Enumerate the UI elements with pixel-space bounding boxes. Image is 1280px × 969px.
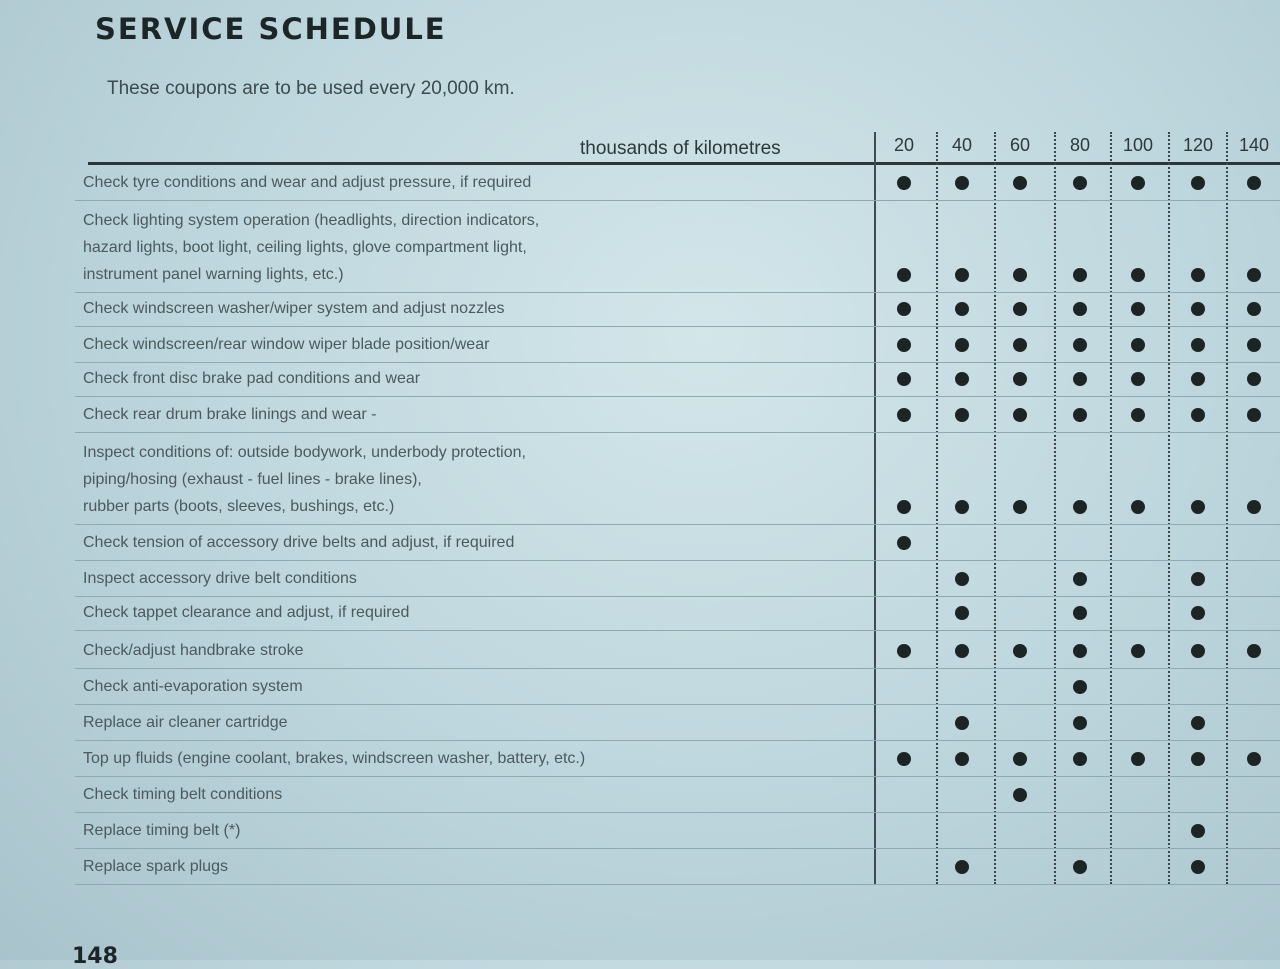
service-mark-dot xyxy=(1073,408,1087,422)
table-row xyxy=(75,200,1280,293)
service-mark-dot xyxy=(1073,716,1087,730)
service-mark-dot xyxy=(1191,500,1205,514)
column-header-120: 120 xyxy=(1182,135,1214,155)
service-mark-dot xyxy=(1131,302,1145,316)
row-label: Check windscreen washer/wiper system and adjust nozzles xyxy=(83,300,505,317)
service-mark-dot xyxy=(955,500,969,514)
table-row xyxy=(75,168,1280,201)
row-label: Replace timing belt (*) xyxy=(83,822,241,839)
service-mark-dot xyxy=(1131,372,1145,386)
row-label: Check lighting system operation (headlights, direction indicators, hazard lights, boot light, ceiling lights, glove compartment light, instrument panel warning lights, etc.) xyxy=(83,212,540,283)
service-mark-dot xyxy=(1013,302,1027,316)
service-mark-dot xyxy=(1191,606,1205,620)
table-row xyxy=(75,704,1280,741)
row-label: Check tension of accessory drive belts and adjust, if required xyxy=(83,534,515,551)
column-header-20: 20 xyxy=(893,135,915,155)
service-mark-dot xyxy=(1013,500,1027,514)
table-row xyxy=(75,524,1280,561)
service-mark-dot xyxy=(955,302,969,316)
service-mark-dot xyxy=(1073,606,1087,620)
service-mark-dot xyxy=(1073,860,1087,874)
row-label: Check/adjust handbrake stroke xyxy=(83,642,304,659)
row-label: Check rear drum brake linings and wear - xyxy=(83,406,377,423)
service-mark-dot xyxy=(897,500,911,514)
row-label: Inspect accessory drive belt conditions xyxy=(83,570,357,587)
row-label: Top up fluids (engine coolant, brakes, windscreen washer, battery, etc.) xyxy=(83,750,586,767)
service-mark-dot xyxy=(897,372,911,386)
service-mark-dot xyxy=(897,268,911,282)
service-mark-dot xyxy=(1073,268,1087,282)
column-header-60: 60 xyxy=(1009,135,1031,155)
row-label: Check tyre conditions and wear and adjust pressure, if required xyxy=(83,174,532,191)
service-mark-dot xyxy=(955,606,969,620)
service-mark-dot xyxy=(1013,644,1027,658)
service-mark-dot xyxy=(897,338,911,352)
service-mark-dot xyxy=(1191,644,1205,658)
row-label: Replace spark plugs xyxy=(83,858,228,875)
service-mark-dot xyxy=(1247,176,1261,190)
service-mark-dot xyxy=(1191,860,1205,874)
column-header-100: 100 xyxy=(1122,135,1154,155)
service-mark-dot xyxy=(1131,500,1145,514)
service-mark-dot xyxy=(955,752,969,766)
service-mark-dot xyxy=(955,408,969,422)
service-mark-dot xyxy=(1247,338,1261,352)
service-mark-dot xyxy=(1073,680,1087,694)
service-mark-dot xyxy=(955,338,969,352)
service-mark-dot xyxy=(1013,752,1027,766)
header-rule xyxy=(88,162,1280,165)
service-mark-dot xyxy=(1191,302,1205,316)
table-row xyxy=(75,326,1280,363)
page-title: SERVICE SCHEDULE xyxy=(95,12,447,46)
service-mark-dot xyxy=(1247,372,1261,386)
service-mark-dot xyxy=(955,644,969,658)
service-mark-dot xyxy=(1131,644,1145,658)
column-header-140: 140 xyxy=(1238,135,1270,155)
table-row xyxy=(75,292,1280,327)
service-mark-dot xyxy=(955,176,969,190)
service-mark-dot xyxy=(897,536,911,550)
service-mark-dot xyxy=(955,716,969,730)
service-mark-dot xyxy=(1247,268,1261,282)
service-mark-dot xyxy=(1013,408,1027,422)
service-mark-dot xyxy=(1191,176,1205,190)
service-mark-dot xyxy=(1247,500,1261,514)
service-mark-dot xyxy=(955,372,969,386)
service-mark-dot xyxy=(1191,572,1205,586)
column-header-40: 40 xyxy=(951,135,973,155)
service-mark-dot xyxy=(897,302,911,316)
service-mark-dot xyxy=(1013,338,1027,352)
row-label: Check tappet clearance and adjust, if required xyxy=(83,604,410,621)
row-label: Replace air cleaner cartridge xyxy=(83,714,288,731)
service-mark-dot xyxy=(1131,268,1145,282)
service-mark-dot xyxy=(1073,302,1087,316)
service-mark-dot xyxy=(1013,372,1027,386)
service-mark-dot xyxy=(1073,338,1087,352)
service-mark-dot xyxy=(1073,500,1087,514)
table-row xyxy=(75,396,1280,433)
service-mark-dot xyxy=(1247,644,1261,658)
service-mark-dot xyxy=(1073,372,1087,386)
service-mark-dot xyxy=(897,644,911,658)
service-mark-dot xyxy=(1131,338,1145,352)
row-label: Check front disc brake pad conditions and wear xyxy=(83,370,421,387)
service-mark-dot xyxy=(1013,268,1027,282)
table-row xyxy=(75,362,1280,397)
page-number: 148 xyxy=(72,944,118,969)
service-mark-dot xyxy=(1247,302,1261,316)
row-label: Check anti-evaporation system xyxy=(83,678,303,695)
table-row xyxy=(75,596,1280,631)
row-label: Check timing belt conditions xyxy=(83,786,283,803)
table-row xyxy=(75,432,1280,525)
table-row xyxy=(75,740,1280,777)
table-row xyxy=(75,560,1280,597)
service-mark-dot xyxy=(1247,408,1261,422)
service-mark-dot xyxy=(1073,572,1087,586)
service-mark-dot xyxy=(1191,716,1205,730)
service-mark-dot xyxy=(1191,824,1205,838)
column-header-80: 80 xyxy=(1069,135,1091,155)
service-mark-dot xyxy=(955,268,969,282)
table-row xyxy=(75,668,1280,705)
table-row xyxy=(75,630,1280,669)
table-row xyxy=(75,848,1280,885)
service-mark-dot xyxy=(1191,338,1205,352)
service-mark-dot xyxy=(1131,408,1145,422)
table-row xyxy=(75,776,1280,813)
service-mark-dot xyxy=(897,408,911,422)
service-mark-dot xyxy=(955,572,969,586)
service-mark-dot xyxy=(1013,788,1027,802)
service-mark-dot xyxy=(897,176,911,190)
column-header-label: thousands of kilometres xyxy=(580,138,781,159)
service-mark-dot xyxy=(1131,752,1145,766)
service-mark-dot xyxy=(1073,176,1087,190)
service-mark-dot xyxy=(1191,408,1205,422)
table-row xyxy=(75,812,1280,849)
service-mark-dot xyxy=(897,752,911,766)
service-mark-dot xyxy=(1073,644,1087,658)
service-mark-dot xyxy=(1191,752,1205,766)
service-mark-dot xyxy=(1073,752,1087,766)
service-mark-dot xyxy=(1191,372,1205,386)
row-label: Inspect conditions of: outside bodywork, underbody protection, piping/hosing (exhaust - fuel lines - brake lines), rubber parts (boots, sleeves, bushings, etc.) xyxy=(83,444,526,515)
service-mark-dot xyxy=(955,860,969,874)
row-label: Check windscreen/rear window wiper blade position/wear xyxy=(83,336,490,353)
service-mark-dot xyxy=(1013,176,1027,190)
service-mark-dot xyxy=(1191,268,1205,282)
service-mark-dot xyxy=(1247,752,1261,766)
page-subtitle: These coupons are to be used every 20,000 km. xyxy=(107,78,515,99)
service-mark-dot xyxy=(1131,176,1145,190)
